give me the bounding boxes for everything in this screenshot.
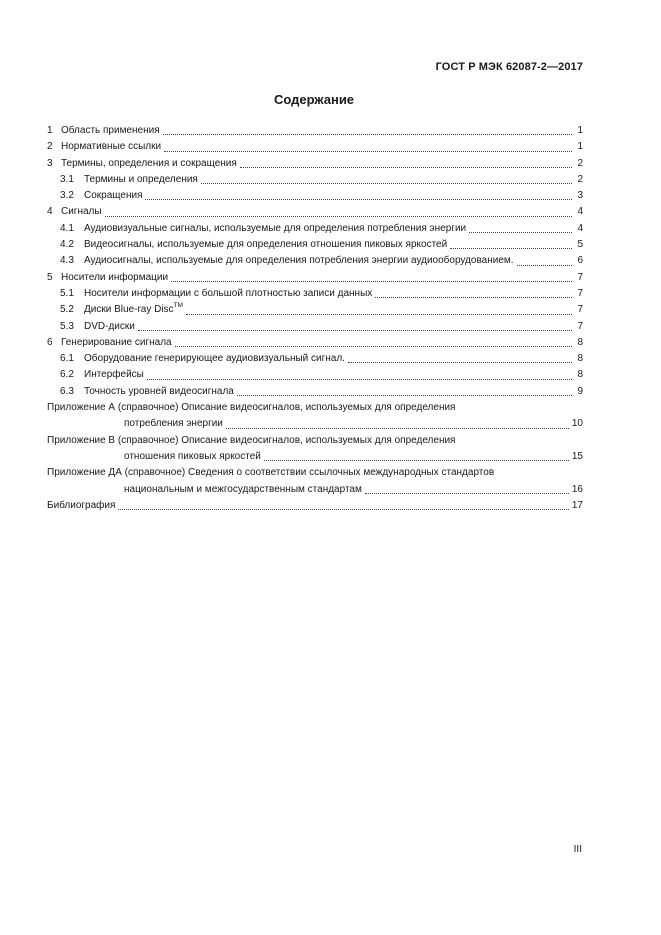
dot-leader (375, 296, 572, 298)
toc-section-number: 3.1 (60, 173, 74, 185)
toc-entry-text (84, 302, 183, 318)
toc-section-number: 6.1 (60, 353, 74, 365)
toc-page-number: 10 (571, 418, 583, 430)
toc-entry-label: Сокращения (84, 190, 143, 202)
toc-page-number: 8 (577, 369, 583, 381)
toc-page-number: 7 (577, 287, 583, 299)
dot-leader (517, 264, 572, 266)
toc-entry-text: Библиография (47, 499, 116, 511)
toc-row[interactable] (47, 286, 583, 302)
toc-entries (47, 123, 583, 400)
dot-leader (450, 247, 572, 249)
toc-page-number: 1 (577, 125, 583, 136)
toc-section-number: 4 (47, 206, 53, 218)
toc-row[interactable] (47, 156, 583, 172)
toc-page-number: 5 (577, 239, 583, 251)
toc-entry-label: Оборудование генерирующее аудиовизуальный сигнал. (84, 353, 345, 365)
toc-entry-text (61, 335, 172, 351)
toc-row[interactable] (47, 253, 583, 269)
toc-section-number: 3.2 (60, 190, 74, 202)
dot-leader (365, 492, 569, 494)
appendix-title: Приложение А (справочное) Описание видеосигналов, используемых для определения (47, 402, 456, 414)
toc-row-appendix[interactable] (47, 400, 583, 433)
toc-page-number: 8 (577, 353, 583, 365)
toc-entry-label: Точность уровней видеосигнала (84, 385, 234, 397)
dot-leader (264, 459, 569, 461)
toc-entry-text (84, 253, 514, 269)
toc-entry-text (84, 384, 234, 400)
toc-section-number: 5.2 (60, 304, 74, 316)
dot-leader (175, 345, 572, 347)
dot-leader (164, 150, 572, 152)
toc-entry-label: Область применения (61, 125, 160, 136)
toc-section-number: 5.3 (60, 320, 74, 332)
toc-entry-text (84, 286, 372, 302)
dot-leader (163, 133, 572, 135)
toc-entry-label: Термины и определения (84, 173, 198, 185)
toc-page-number: 9 (577, 385, 583, 397)
trademark-superscript: TM (173, 301, 183, 309)
toc-row[interactable] (47, 139, 583, 155)
toc-entry-label: Видеосигналы, используемые для определения отношения пиковых яркостей (84, 239, 448, 251)
dot-leader (186, 313, 572, 315)
toc-section-number: 5.1 (60, 287, 74, 299)
toc-entry-text (84, 367, 144, 383)
page-title: Содержание (273, 92, 355, 107)
toc-entry-text (84, 237, 447, 253)
toc-page-number: 3 (577, 190, 583, 202)
toc-page-number: 16 (571, 483, 583, 495)
dot-leader (240, 166, 572, 168)
toc-entry-label: Диски Blue-ray Disc (84, 304, 174, 316)
toc-section-number: 4.1 (60, 222, 74, 234)
toc-entry-label: Нормативные ссылки (61, 141, 162, 153)
toc-entry-text (61, 204, 102, 220)
toc-row[interactable] (47, 221, 583, 237)
toc-page-number: 7 (577, 271, 583, 283)
toc-entry-label: Генерирование сигнала (61, 336, 172, 348)
toc-row[interactable] (47, 204, 583, 220)
toc-entry-label: Сигналы (61, 206, 102, 218)
toc-row[interactable] (47, 237, 583, 253)
toc-entry-text (61, 156, 237, 172)
toc-entry-label: DVD-диски (84, 320, 135, 332)
toc-page-number: 1 (577, 141, 583, 153)
toc-row[interactable] (47, 351, 583, 367)
toc-section-number: 2 (47, 141, 53, 153)
dot-leader (469, 231, 572, 233)
toc-entry-label: Интерфейсы (84, 369, 144, 381)
toc-section-number: 6 (47, 336, 53, 348)
toc-entry-label: Аудиовизуальные сигналы, используемые для определения потребления энергии (84, 222, 467, 234)
appendix-title-continued (47, 449, 583, 465)
toc-page-number: 17 (571, 499, 583, 511)
dot-leader (118, 508, 568, 510)
dot-leader (201, 182, 572, 184)
dot-leader (105, 215, 572, 217)
dot-leader (348, 361, 572, 363)
toc-row[interactable] (47, 302, 583, 318)
toc-row[interactable] (47, 384, 583, 400)
dot-leader (138, 329, 572, 331)
document-id: ГОСТ Р МЭК 62087-2—2017 (435, 61, 583, 73)
toc-section-number: 6.2 (60, 369, 74, 381)
toc-entry-text (61, 139, 161, 155)
appendix-title: Приложение В (справочное) Описание видеосигналов, используемых для определения (47, 434, 456, 446)
dot-leader (171, 280, 572, 282)
dot-leader (147, 378, 572, 380)
appendix-title-continued (47, 482, 583, 498)
toc-row[interactable] (47, 335, 583, 351)
table-of-contents (47, 123, 583, 514)
toc-page-number: 4 (577, 206, 583, 218)
toc-section-number: 6.3 (60, 385, 74, 397)
toc-entry-label: Носители информации (61, 271, 169, 283)
toc-entry-text (84, 172, 198, 188)
toc-entry-label: Аудиосигналы, используемые для определения потребления энергии аудиооборудованием. (84, 255, 514, 267)
toc-entry-text (61, 123, 160, 139)
appendix-entries (47, 400, 583, 498)
toc-row-appendix[interactable] (47, 433, 583, 466)
toc-page-number: 2 (577, 173, 583, 185)
toc-row[interactable] (47, 270, 583, 286)
toc-page-number: 7 (577, 304, 583, 316)
appendix-title-line2: потребления энергии (124, 418, 223, 430)
toc-row[interactable] (47, 123, 583, 139)
toc-entry-text (61, 270, 168, 286)
toc-section-number: 5 (47, 271, 53, 283)
toc-entry-label: Носители информации с большой плотностью записи данных (84, 287, 373, 299)
dot-leader (237, 394, 572, 396)
appendix-title: Приложение ДА (справочное) Сведения о соответствии ссылочных международных стандартов (47, 467, 495, 479)
toc-row[interactable] (47, 319, 583, 335)
toc-section-number: 3 (47, 157, 53, 169)
toc-page-number: 2 (577, 157, 583, 169)
toc-row[interactable] (47, 172, 583, 188)
toc-page-number: 7 (577, 320, 583, 332)
toc-page-number: 6 (577, 255, 583, 267)
toc-section-number: 4.3 (60, 255, 74, 267)
toc-page-number: 8 (577, 336, 583, 348)
toc-row[interactable] (47, 188, 583, 204)
toc-row-bibliography[interactable] (47, 498, 583, 514)
toc-entry-text (84, 351, 345, 367)
toc-page-number: 15 (571, 450, 583, 462)
appendix-title-continued (47, 416, 583, 432)
toc-section-number: 1 (47, 125, 53, 136)
page-number: III (573, 844, 582, 855)
toc-entry-text (84, 319, 135, 335)
appendix-title-line2: отношения пиковых яркостей (124, 450, 261, 462)
appendix-title-line2: национальным и межгосударственным стандартам (124, 483, 362, 495)
toc-page-number: 4 (577, 222, 583, 234)
dot-leader (226, 427, 569, 429)
toc-entry-label: Термины, определения и сокращения (61, 157, 237, 169)
toc-section-number: 4.2 (60, 239, 74, 251)
toc-entry-text (84, 221, 466, 237)
toc-row[interactable] (47, 367, 583, 383)
toc-entry-text (84, 188, 142, 204)
dot-leader (145, 198, 572, 200)
toc-row-appendix[interactable] (47, 465, 583, 498)
